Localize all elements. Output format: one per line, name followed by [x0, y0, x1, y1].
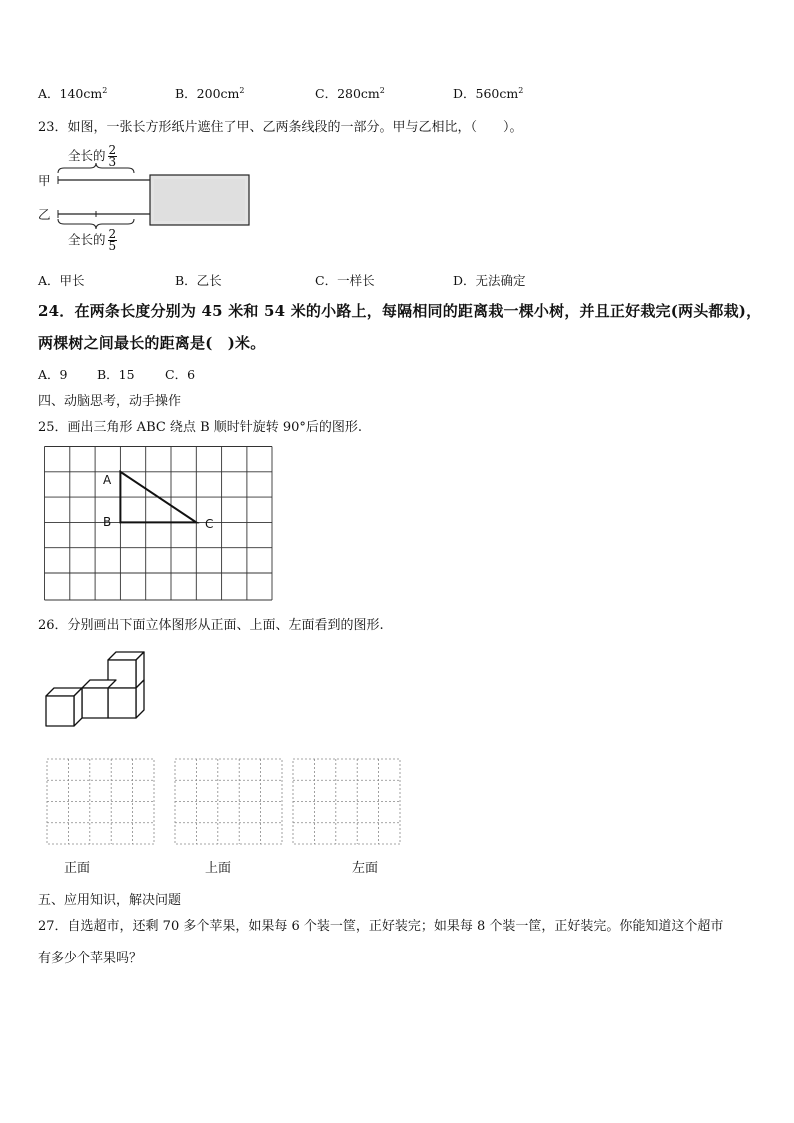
q25-point-b-label: B: [103, 515, 112, 529]
q23-stem: 23．如图，一张长方形纸片遮住了甲、乙两条线段的一部分。甲与乙相比，（ ）。: [38, 120, 523, 135]
q26-label-left: 左面: [352, 861, 379, 876]
q27-stem-line1: 27．自选超市，还剩 70 多个苹果，如果每 6 个装一筐，正好装完；如果每 8 个装一筐，正好装完。你能知道这个超市: [38, 919, 724, 934]
q22-option-a: A．$140cm^2$: [38, 85, 108, 101]
q24-option-b: B．15: [97, 367, 135, 382]
q22-option-b: B．$200cm^2$: [175, 85, 245, 101]
q26-label-front: 正面: [64, 861, 91, 876]
q23-label-jia: 甲: [38, 173, 51, 188]
q27-stem-line2: 有多少个苹果吗？: [38, 951, 143, 966]
q23-brace-bottom-label: 全长的 $\frac{2}{5}$: [68, 227, 117, 253]
cube-middle: [82, 688, 108, 718]
q25-grid-figure: [44, 446, 274, 602]
q22-option-d: D．$560cm^2$: [453, 85, 524, 101]
q24-option-a: A．9: [38, 367, 68, 382]
q24-stem-line1: 24．在两条长度分别为 45 米和 54 米的小路上，每隔相同的距离栽一棵小树，并且正好栽完(两头都栽)，: [38, 302, 762, 320]
q24-stem-line2: 两棵树之间最长的距离是( )米。: [38, 334, 266, 352]
q23-label-yi: 乙: [38, 207, 51, 222]
q23-option-b: B．乙长: [175, 273, 222, 288]
q25-stem: 25．画出三角形 ABC 绕点 B 顺时针旋转 90°后的图形.: [38, 420, 363, 435]
q26-stem: 26．分别画出下面立体图形从正面、上面、左面看到的图形.: [38, 618, 384, 633]
q23-figure: [50, 160, 260, 232]
q25-point-a-label: A: [103, 473, 112, 487]
q23-option-a: A．甲长: [38, 273, 85, 288]
q23-brace-top-label: 全长的 $\frac{2}{3}$: [68, 143, 117, 169]
q26-grid-left: [292, 758, 402, 846]
q26-label-top: 上面: [205, 861, 232, 876]
q24-option-c: C．6: [165, 367, 196, 382]
cube-left: [46, 696, 74, 726]
q25-point-c-label: C: [205, 517, 214, 531]
cube-right-lower: [108, 688, 136, 718]
q23-brace-top: [58, 163, 134, 173]
section4-heading: 四、动脑思考，动手操作: [38, 394, 182, 409]
q26-cube-figure: [40, 648, 155, 730]
q23-brace-bottom: [58, 219, 134, 229]
q23-option-d: D．无法确定: [453, 273, 526, 288]
q26-grid-top: [174, 758, 284, 846]
section5-heading: 五、应用知识，解决问题: [38, 893, 182, 908]
q23-option-c: C．一样长: [315, 273, 375, 288]
q26-grid-front: [46, 758, 156, 846]
q22-option-c: C．$280cm^2$: [315, 85, 385, 101]
